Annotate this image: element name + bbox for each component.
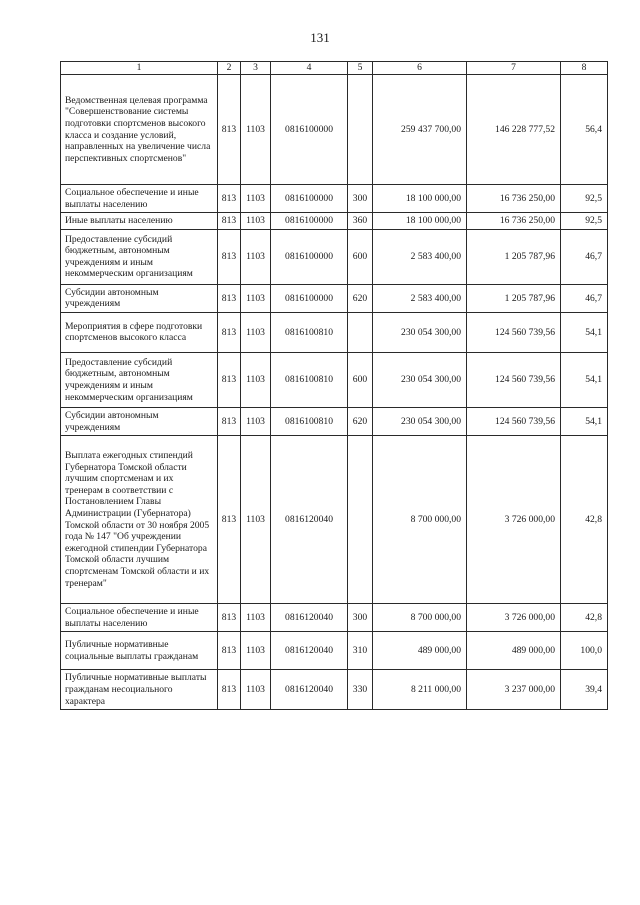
cell-name: Выплата ежегодных стипендий Губернатора Томской области лучшим спортсменам и их тренерам в соответствии с Постановлением Главы Администрации (Губернатора) Томской области от 30 ноября 2005 года № 147 "Об учреждении ежегодной стипендии Губернатора Томской области лучшим спортсменам Томской области и их тренерам" [61,436,218,604]
cell-percent-8: 46,7 [561,229,608,284]
cell-code-5: 300 [348,604,373,632]
cell-code-3: 1103 [241,185,271,213]
cell-amount-7: 1 205 787,96 [467,229,561,284]
cell-code-3: 1103 [241,407,271,435]
cell-amount-7: 124 560 739,56 [467,352,561,407]
cell-code-4: 0816100810 [271,352,348,407]
cell-name: Ведомственная целевая программа "Совершенствование системы подготовки спортсменов высокого класса и создание условий, направленных на увеличение числа перспективных спортсменов" [61,75,218,185]
cell-code-5 [348,75,373,185]
table-row [61,185,608,213]
cell-code-3: 1103 [241,352,271,407]
cell-code-2: 813 [218,632,241,670]
cell-code-5: 330 [348,670,373,710]
table-row [61,229,608,284]
cell-amount-6: 18 100 000,00 [373,185,467,213]
cell-percent-8: 46,7 [561,284,608,312]
cell-code-4: 0816100000 [271,284,348,312]
table-body [61,75,608,710]
table-row [61,436,608,604]
table-header-row [61,62,608,75]
cell-percent-8: 92,5 [561,185,608,213]
cell-code-2: 813 [218,312,241,352]
cell-amount-7: 16 736 250,00 [467,185,561,213]
cell-code-4: 0816100810 [271,312,348,352]
cell-name: Социальное обеспечение и иные выплаты населению [61,604,218,632]
cell-code-4: 0816100000 [271,75,348,185]
cell-name: Предоставление субсидий бюджетным, автономным учреждениям и иным некоммерческим организациям [61,352,218,407]
cell-code-3: 1103 [241,436,271,604]
cell-amount-7: 3 726 000,00 [467,436,561,604]
cell-amount-6: 2 583 400,00 [373,284,467,312]
cell-code-2: 813 [218,284,241,312]
cell-code-5: 310 [348,632,373,670]
cell-code-2: 813 [218,436,241,604]
cell-amount-6: 8 211 000,00 [373,670,467,710]
cell-code-4: 0816100000 [271,185,348,213]
cell-amount-6: 230 054 300,00 [373,352,467,407]
cell-code-2: 813 [218,407,241,435]
cell-amount-7: 16 736 250,00 [467,213,561,230]
cell-code-2: 813 [218,604,241,632]
column-header-2: 2 [218,62,241,75]
table-row [61,407,608,435]
cell-name: Иные выплаты населению [61,213,218,230]
cell-name: Публичные нормативные выплаты гражданам несоциального характера [61,670,218,710]
cell-amount-7: 124 560 739,56 [467,407,561,435]
table-row [61,213,608,230]
cell-code-5: 300 [348,185,373,213]
cell-code-3: 1103 [241,670,271,710]
cell-code-4: 0816100000 [271,213,348,230]
cell-percent-8: 42,8 [561,604,608,632]
cell-code-5 [348,436,373,604]
cell-code-3: 1103 [241,229,271,284]
cell-name: Субсидии автономным учреждениям [61,284,218,312]
cell-name: Публичные нормативные социальные выплаты гражданам [61,632,218,670]
cell-amount-6: 2 583 400,00 [373,229,467,284]
cell-code-5: 360 [348,213,373,230]
cell-code-2: 813 [218,75,241,185]
cell-amount-7: 489 000,00 [467,632,561,670]
cell-code-3: 1103 [241,604,271,632]
cell-percent-8: 42,8 [561,436,608,604]
cell-amount-7: 124 560 739,56 [467,312,561,352]
cell-code-4: 0816120040 [271,670,348,710]
cell-amount-7: 1 205 787,96 [467,284,561,312]
cell-percent-8: 54,1 [561,352,608,407]
cell-code-2: 813 [218,229,241,284]
table-row [61,75,608,185]
cell-code-4: 0816100810 [271,407,348,435]
table-row [61,284,608,312]
cell-percent-8: 56,4 [561,75,608,185]
cell-amount-6: 18 100 000,00 [373,213,467,230]
cell-amount-6: 259 437 700,00 [373,75,467,185]
cell-code-3: 1103 [241,284,271,312]
cell-code-5: 620 [348,284,373,312]
cell-name: Субсидии автономным учреждениям [61,407,218,435]
cell-amount-7: 3 237 000,00 [467,670,561,710]
budget-table [60,61,608,710]
cell-code-2: 813 [218,670,241,710]
cell-code-2: 813 [218,185,241,213]
cell-percent-8: 39,4 [561,670,608,710]
column-header-7: 7 [467,62,561,75]
cell-code-5: 600 [348,352,373,407]
table-row [61,312,608,352]
table-row [61,352,608,407]
cell-name: Мероприятия в сфере подготовки спортсменов высокого класса [61,312,218,352]
column-header-4: 4 [271,62,348,75]
table-row [61,604,608,632]
cell-amount-6: 8 700 000,00 [373,604,467,632]
table-row [61,632,608,670]
column-header-5: 5 [348,62,373,75]
cell-code-2: 813 [218,213,241,230]
column-header-1: 1 [61,62,218,75]
cell-code-3: 1103 [241,632,271,670]
cell-code-5: 600 [348,229,373,284]
cell-name: Социальное обеспечение и иные выплаты населению [61,185,218,213]
cell-percent-8: 54,1 [561,407,608,435]
cell-code-2: 813 [218,352,241,407]
cell-code-4: 0816120040 [271,632,348,670]
cell-code-4: 0816120040 [271,436,348,604]
cell-amount-6: 8 700 000,00 [373,436,467,604]
cell-code-4: 0816120040 [271,604,348,632]
column-header-3: 3 [241,62,271,75]
cell-amount-6: 489 000,00 [373,632,467,670]
page-number: 131 [310,30,330,45]
column-header-6: 6 [373,62,467,75]
cell-amount-7: 146 228 777,52 [467,75,561,185]
column-header-8: 8 [561,62,608,75]
table-row [61,670,608,710]
cell-code-4: 0816100000 [271,229,348,284]
cell-amount-6: 230 054 300,00 [373,407,467,435]
cell-percent-8: 92,5 [561,213,608,230]
cell-code-3: 1103 [241,75,271,185]
cell-code-3: 1103 [241,312,271,352]
cell-amount-6: 230 054 300,00 [373,312,467,352]
cell-code-5: 620 [348,407,373,435]
cell-amount-7: 3 726 000,00 [467,604,561,632]
cell-percent-8: 100,0 [561,632,608,670]
cell-code-3: 1103 [241,213,271,230]
cell-percent-8: 54,1 [561,312,608,352]
cell-name: Предоставление субсидий бюджетным, автономным учреждениям и иным некоммерческим организациям [61,229,218,284]
cell-code-5 [348,312,373,352]
